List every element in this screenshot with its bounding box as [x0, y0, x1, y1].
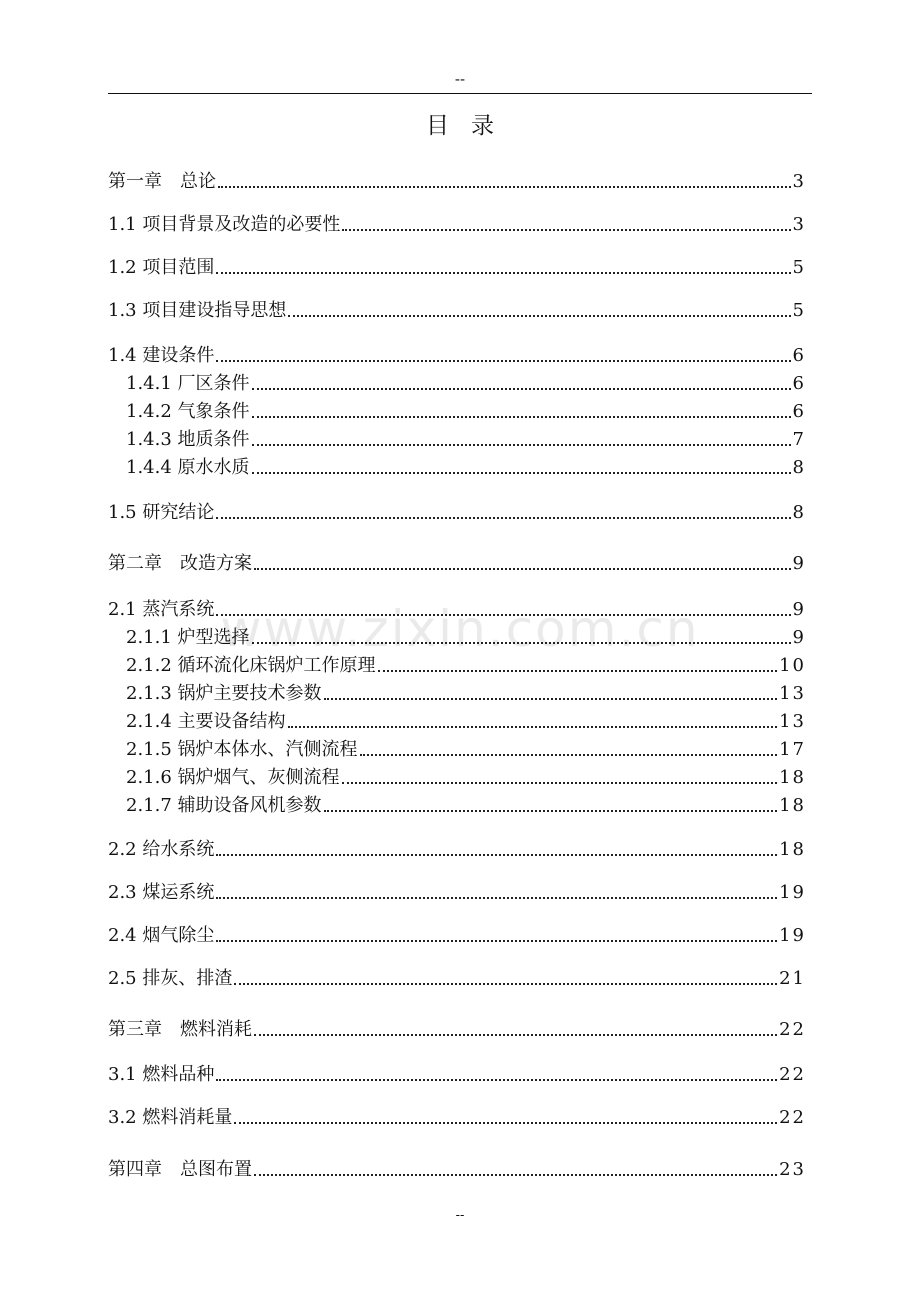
toc-entry-title: 2.2 给水系统: [108, 839, 215, 860]
toc-entry-title: 2.5 排灰、排渣: [108, 968, 233, 989]
dot-leader: [288, 315, 790, 317]
toc-entry-page: 10: [779, 655, 806, 676]
toc-entry-title: 1.4.1 厂区条件: [126, 373, 250, 394]
toc-entry-title: 1.3 项目建设指导思想: [108, 300, 287, 321]
toc-entry-title: 2.1.7 辅助设备风机参数: [126, 795, 322, 816]
toc-subentry[interactable]: [126, 399, 804, 425]
toc-entry-title: 2.1.6 锅炉烟气、灰侧流程: [126, 767, 340, 788]
dot-leader: [216, 854, 777, 856]
toc-entry[interactable]: [108, 966, 804, 992]
dot-leader: [324, 698, 778, 700]
dot-leader: [216, 272, 790, 274]
toc-entry[interactable]: [108, 551, 804, 577]
toc-subentry[interactable]: [126, 737, 804, 763]
toc-entry-title: 2.4 烟气除尘: [108, 925, 215, 946]
toc-entry[interactable]: [108, 1062, 804, 1088]
dot-leader: [254, 1174, 777, 1176]
toc-entry-page: 22: [779, 1107, 806, 1128]
page-header-mark: --: [454, 70, 466, 88]
toc-entry-title: 2.1 蒸汽系统: [108, 599, 215, 620]
toc-entry-title: 3.2 燃料消耗量: [108, 1107, 233, 1128]
toc-entry-title: 2.3 煤运系统: [108, 882, 215, 903]
toc-entry-page: 19: [779, 925, 806, 946]
toc-entry-page: 6: [792, 401, 806, 422]
toc-entry-title: 1.4.4 原水水质: [126, 457, 250, 478]
dot-leader: [252, 444, 791, 446]
toc-entry-page: 3: [792, 214, 806, 235]
dot-leader: [216, 1079, 777, 1081]
toc-entry-page: 8: [792, 457, 806, 478]
toc-entry-title: 1.2 项目范围: [108, 257, 215, 278]
toc-entry[interactable]: [108, 500, 804, 526]
dot-leader: [216, 614, 790, 616]
toc-entry[interactable]: [108, 1017, 804, 1043]
dot-leader: [288, 726, 778, 728]
toc-entry-page: 17: [779, 739, 806, 760]
toc-subentry[interactable]: [126, 455, 804, 481]
dot-leader: [252, 416, 791, 418]
watermark: www.zixin.com.cn: [220, 600, 700, 658]
toc-entry-title: 1.4.3 地质条件: [126, 429, 250, 450]
toc-entry-page: 9: [792, 553, 806, 574]
toc-entry-page: 22: [779, 1064, 806, 1085]
toc-entry-title: 2.1.5 锅炉本体水、汽侧流程: [126, 739, 358, 760]
dot-leader: [252, 472, 791, 474]
dot-leader: [252, 642, 791, 644]
toc-subentry[interactable]: [126, 793, 804, 819]
toc-subentry[interactable]: [126, 371, 804, 397]
toc-entry-title: 1.4.2 气象条件: [126, 401, 250, 422]
toc-entry-page: 18: [779, 795, 806, 816]
toc-entry-page: 13: [779, 711, 806, 732]
dot-leader: [218, 186, 791, 188]
toc-entry[interactable]: [108, 597, 804, 623]
dot-leader: [252, 388, 791, 390]
dot-leader: [216, 940, 777, 942]
toc-entry-page: 6: [792, 345, 806, 366]
dot-leader: [342, 229, 790, 231]
dot-leader: [378, 670, 778, 672]
toc-entry[interactable]: [108, 1105, 804, 1131]
toc-entry[interactable]: [108, 212, 804, 238]
toc-entry-title: 1.5 研究结论: [108, 502, 215, 523]
toc-subentry[interactable]: [126, 681, 804, 707]
toc-entry-page: 9: [792, 627, 806, 648]
toc-entry-title: 第四章 总图布置: [108, 1159, 252, 1180]
dot-leader: [360, 754, 778, 756]
dot-leader: [216, 897, 777, 899]
toc-entry-page: 18: [779, 767, 806, 788]
toc-entry[interactable]: [108, 298, 804, 324]
toc-entry-title: 1.4 建设条件: [108, 345, 215, 366]
toc-entry[interactable]: [108, 923, 804, 949]
toc-entry-title: 2.1.4 主要设备结构: [126, 711, 286, 732]
toc-entry-title: 第一章 总论: [108, 171, 216, 192]
toc-entry-title: 第二章 改造方案: [108, 553, 252, 574]
toc-entry[interactable]: [108, 880, 804, 906]
toc-entry-page: 3: [792, 171, 806, 192]
toc-entry-page: 21: [779, 968, 806, 989]
toc-subentry[interactable]: [126, 709, 804, 735]
toc-entry-page: 18: [779, 839, 806, 860]
toc-entry-page: 5: [792, 257, 806, 278]
dot-leader: [216, 360, 790, 362]
page-footer-mark: --: [455, 1208, 465, 1223]
toc-entry-page: 22: [779, 1019, 806, 1040]
toc-entry[interactable]: [108, 255, 804, 281]
toc-entry-page: 5: [792, 300, 806, 321]
toc-subentry[interactable]: [126, 653, 804, 679]
toc-entry-page: 7: [792, 429, 806, 450]
toc-entry[interactable]: [108, 169, 804, 195]
toc-entry-page: 6: [792, 373, 806, 394]
toc-entry-title: 2.1.1 炉型选择: [126, 627, 250, 648]
toc-subentry[interactable]: [126, 427, 804, 453]
dot-leader: [324, 810, 778, 812]
toc-subentry[interactable]: [126, 765, 804, 791]
toc-entry-title: 2.1.3 锅炉主要技术参数: [126, 683, 322, 704]
toc-entry[interactable]: [108, 837, 804, 863]
toc-entry-page: 13: [779, 683, 806, 704]
toc-entry-title: 第三章 燃料消耗: [108, 1019, 252, 1040]
toc-entry-title: 3.1 燃料品种: [108, 1064, 215, 1085]
toc-entry[interactable]: [108, 343, 804, 369]
dot-leader: [234, 983, 777, 985]
dot-leader: [342, 782, 778, 784]
toc-title: 目录: [426, 113, 516, 139]
toc-entry-page: 9: [792, 599, 806, 620]
dot-leader: [234, 1122, 777, 1124]
toc-entry-title: 1.1 项目背景及改造的必要性: [108, 214, 341, 235]
toc-entry[interactable]: [108, 1157, 804, 1183]
toc-entry-page: 23: [779, 1159, 806, 1180]
dot-leader: [216, 517, 790, 519]
toc-entry-page: 19: [779, 882, 806, 903]
dot-leader: [254, 568, 791, 570]
dot-leader: [254, 1034, 777, 1036]
toc-entry-title: 2.1.2 循环流化床锅炉工作原理: [126, 655, 376, 676]
toc-subentry[interactable]: [126, 625, 804, 651]
toc-entry-page: 8: [792, 502, 806, 523]
